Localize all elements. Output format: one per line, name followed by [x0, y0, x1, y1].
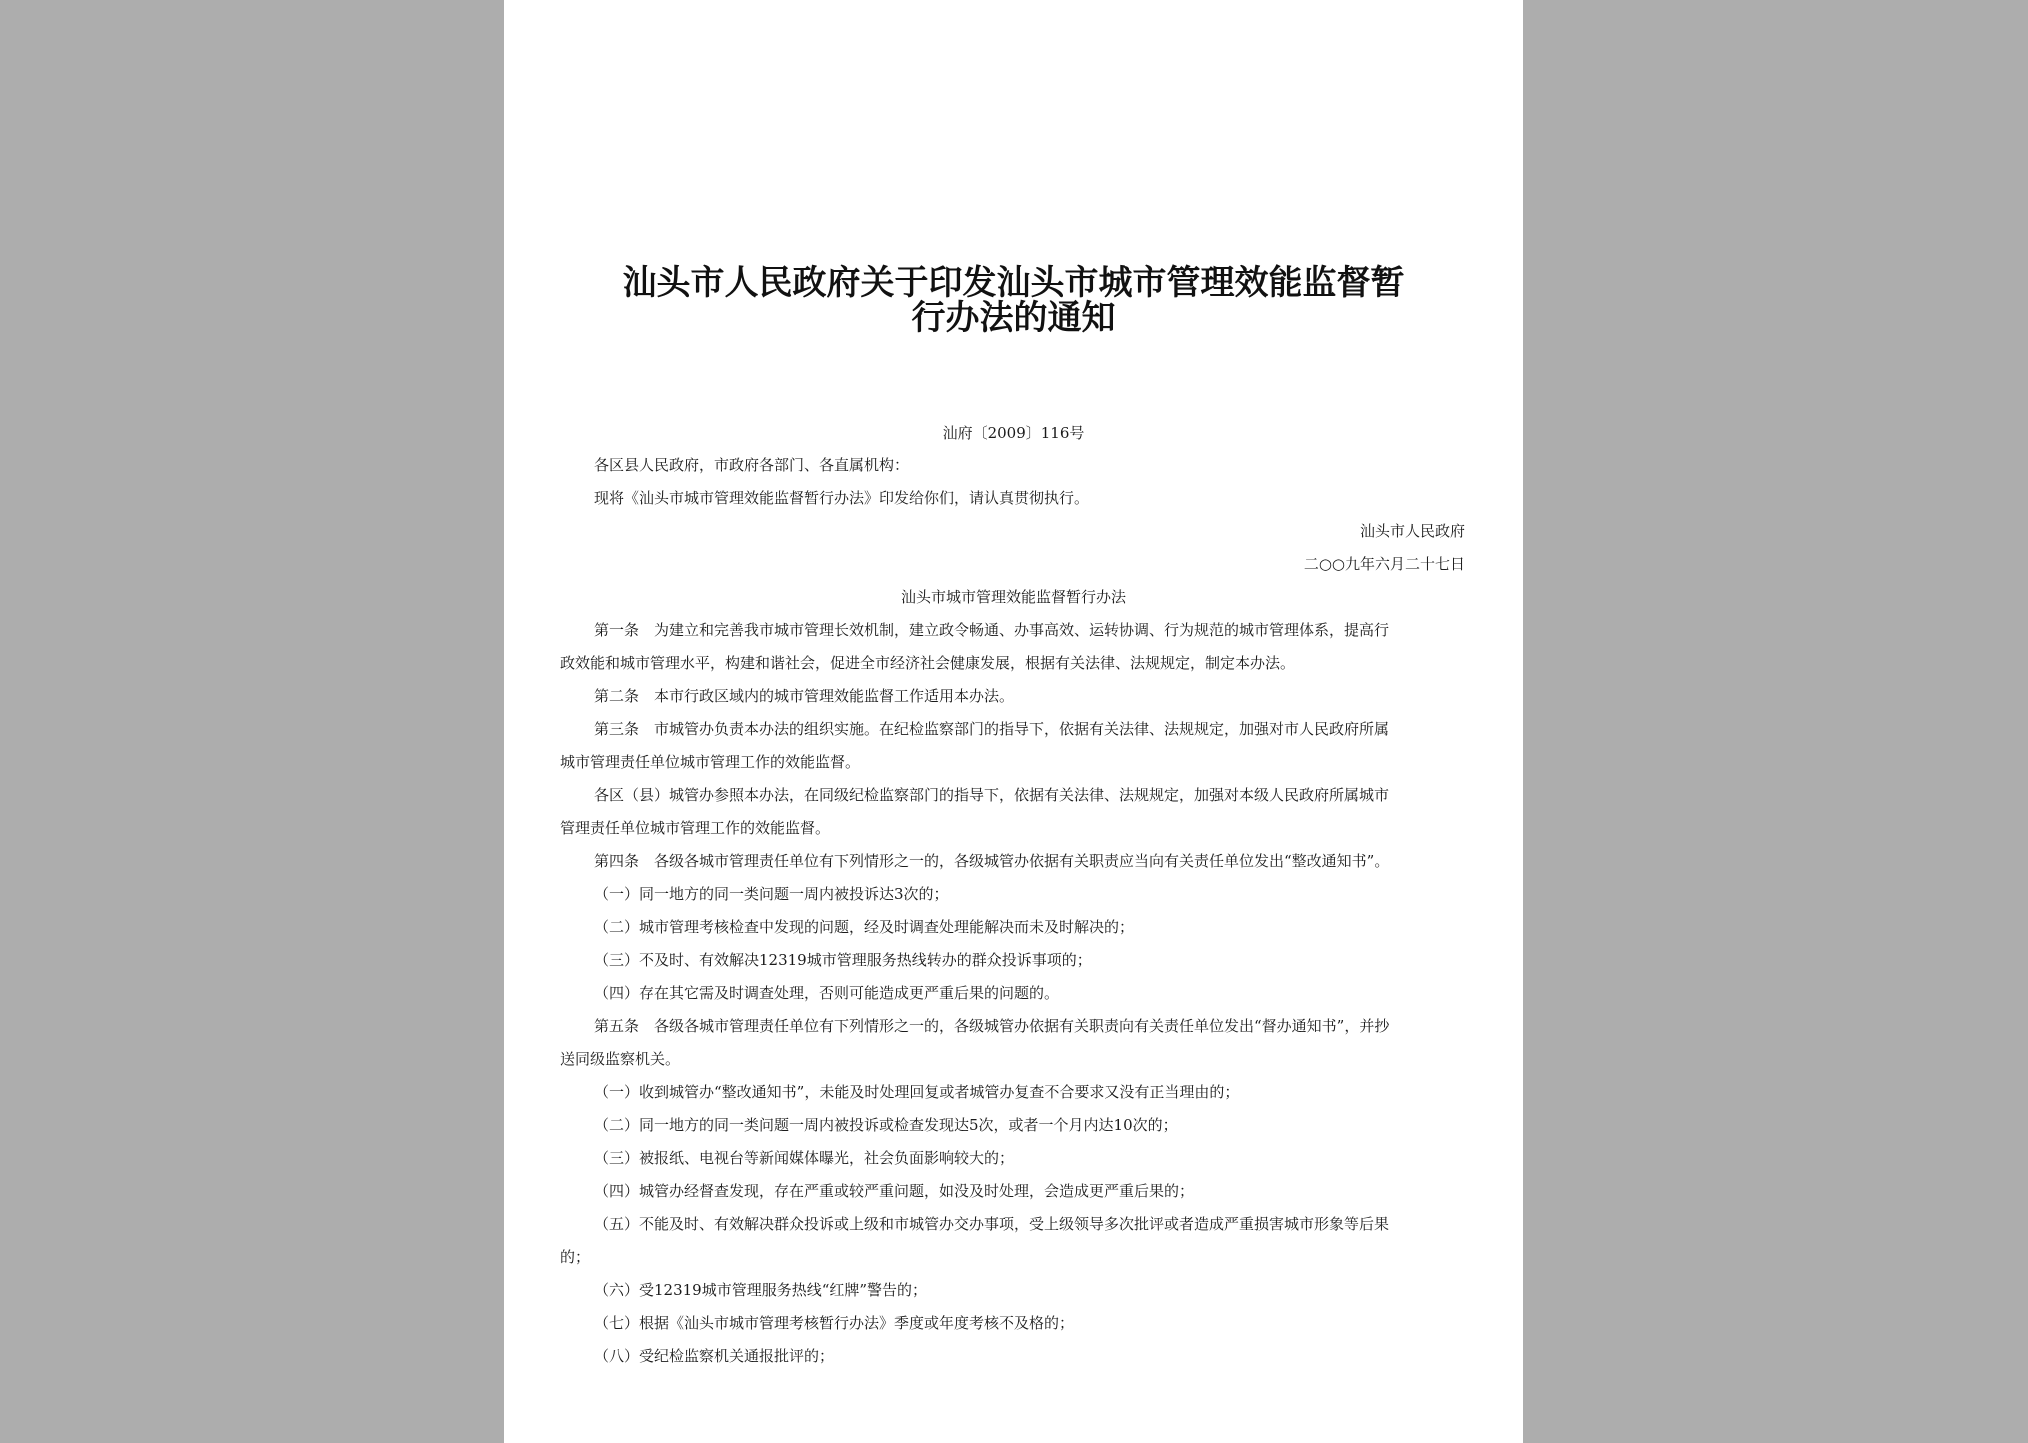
- body-line: 政效能和城市管理水平，构建和谐社会，促进全市经济社会健康发展，根据有关法律、法规规定，制定本办法。: [560, 654, 1296, 672]
- document-page: [504, 0, 1523, 1443]
- body-line: 的；: [560, 1248, 591, 1266]
- body-line: 第五条 各级各城市管理责任单位有下列情形之一的，各级城管办依据有关职责向有关责任单位发出“督办通知书”，并抄: [594, 1017, 1390, 1035]
- document-title-line-2: 行办法的通知: [911, 298, 1116, 338]
- body-line: 各区（县）城管办参照本办法，在同级纪检监察部门的指导下，依据有关法律、法规规定，加强对本级人民政府所属城市: [594, 786, 1390, 804]
- issue-date: 二○○九年六月二十七日: [1303, 555, 1465, 573]
- body-line: （七）根据《汕头市城市管理考核暂行办法》季度或年度考核不及格的；: [594, 1314, 1075, 1332]
- body-line: 第一条 为建立和完善我市城市管理长效机制，建立政令畅通、办事高效、运转协调、行为规范的城市管理体系，提高行: [594, 621, 1390, 639]
- recipients-line: 各区县人民政府，市政府各部门、各直属机构：: [594, 456, 910, 474]
- body-line: （四）城管办经督查发现，存在严重或较严重问题，如没及时处理，会造成更严重后果的；: [594, 1182, 1195, 1200]
- body-line: （三）被报纸、电视台等新闻媒体曝光，社会负面影响较大的；: [594, 1149, 1015, 1167]
- measures-title: 汕头市城市管理效能监督暂行办法: [900, 588, 1126, 606]
- body-line: 送同级监察机关。: [560, 1050, 681, 1068]
- body-line: （八）受纪检监察机关通报批评的；: [594, 1347, 835, 1365]
- body-line: （五）不能及时、有效解决群众投诉或上级和市城管办交办事项，受上级领导多次批评或者造成严重损害城市形象等后果: [594, 1215, 1390, 1233]
- body-line: （二）城市管理考核检查中发现的问题，经及时调查处理能解决而未及时解决的；: [594, 918, 1135, 936]
- body-line: 管理责任单位城市管理工作的效能监督。: [560, 819, 831, 837]
- body-line: 第四条 各级各城市管理责任单位有下列情形之一的，各级城管办依据有关职责应当向有关责任单位发出“整改通知书”。: [594, 852, 1390, 870]
- body-line: （一）收到城管办“整改通知书”，未能及时处理回复或者城管办复查不合要求又没有正当理由的；: [594, 1083, 1240, 1101]
- body-line: （一）同一地方的同一类问题一周内被投诉达3次的；: [594, 885, 949, 903]
- body-line: 第三条 市城管办负责本办法的组织实施。在纪检监察部门的指导下，依据有关法律、法规规定，加强对市人民政府所属: [594, 720, 1390, 738]
- document-number: 汕府〔2009〕116号: [942, 424, 1085, 442]
- body-line: （三）不及时、有效解决12319城市管理服务热线转办的群众投诉事项的；: [594, 951, 1092, 969]
- body-line: （二）同一地方的同一类问题一周内被投诉或检查发现达5次，或者一个月内达10次的；: [594, 1116, 1178, 1134]
- body-line: 城市管理责任单位城市管理工作的效能监督。: [560, 753, 861, 771]
- intro-line: 现将《汕头市城市管理效能监督暂行办法》印发给你们，请认真贯彻执行。: [594, 489, 1090, 507]
- body-line: （四）存在其它需及时调查处理，否则可能造成更严重后果的问题的。: [594, 984, 1060, 1002]
- body-line: 第二条 本市行政区域内的城市管理效能监督工作适用本办法。: [594, 687, 1015, 705]
- issuer-name: 汕头市人民政府: [1359, 522, 1465, 540]
- document-title-line-1: 汕头市人民政府关于印发汕头市城市管理效能监督暂: [622, 263, 1405, 303]
- body-line: （六）受12319城市管理服务热线“红牌”警告的；: [594, 1281, 928, 1299]
